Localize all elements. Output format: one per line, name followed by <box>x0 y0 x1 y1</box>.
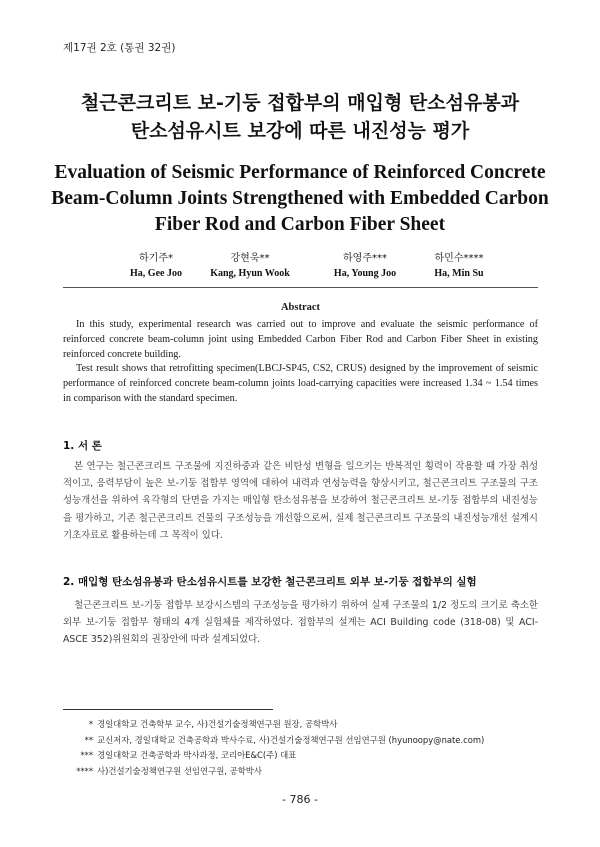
footnote-3-text: 경일대학교 건축공학과 박사과정, 코리아E&C(주) 대표 <box>97 750 297 761</box>
author-1-name-en: Ha, Gee Joo <box>130 268 182 279</box>
author-3-name-ko: 하영주*** <box>343 253 387 264</box>
footnote-1-mark: * <box>88 719 93 729</box>
author-4 <box>394 251 524 281</box>
abstract-heading: Abstract <box>280 302 321 313</box>
korean-title-line-2: 탄소섬유시트 보강에 따른 내진성능 평가 <box>130 120 470 142</box>
korean-title-line-1: 철근콘크리트 보-기둥 접합부의 매입형 탄소섬유봉과 <box>80 92 520 114</box>
english-title-line-3: Fiber Rod and Carbon Fiber Sheet <box>154 214 446 235</box>
footnote-2-mark: ** <box>84 734 93 745</box>
footnote-3 <box>63 748 543 764</box>
english-title-line-1: Evaluation of Seismic Performance of Reinforced Concrete <box>54 162 546 183</box>
author-4-name-ko: 하민수**** <box>434 253 484 264</box>
section-2-body: 철근콘크리트 보-기둥 접합부 보강시스템의 구조성능을 평가하기 위하여 실제 구조물의 1/2 정도의 크기로 축소한 외부 보-기둥 접합부 형태의 4개 실험체를 제작하였다. 접합부의 설계는 ACI Building code (318-08) 및 ACI-ASCE 352)위원회의 권장안에 따라 설계되었다. <box>63 600 538 646</box>
footnote-1 <box>63 717 543 733</box>
section-1-heading: 1. 서 론 <box>63 440 102 452</box>
footnote-2-text: 교신저자, 경일대학교 건축공학과 박사수료, 사)건설기술정책연구원 선임연구원 (hyunoopy@nate.com) <box>97 734 485 745</box>
footnote-4-text: 사)건설기술정책연구원 선임연구원, 공학박사 <box>97 765 262 776</box>
footnote-2 <box>63 733 543 749</box>
journal-volume: 제17권 2호 (통권 32권) <box>63 42 176 54</box>
abstract-paragraph-1: In this study, experimental research was carried out to improve and evaluate the seismic performance of reinforced concrete beam-column joint using Embedded Carbon Fiber Rod and Carbon Fiber Sheet in existing reinforced concrete building. <box>63 319 538 360</box>
footnote-divider <box>63 709 273 710</box>
footnote-4 <box>63 764 543 780</box>
header-divider <box>63 287 538 288</box>
author-4-name-en: Ha, Min Su <box>434 268 484 279</box>
author-2-name-en: Kang, Hyun Wook <box>210 268 290 279</box>
footnotes <box>63 717 543 779</box>
footnote-1-text: 경일대학교 건축학부 교수, 사)건설기술정책연구원 원장, 공학박사 <box>97 719 338 729</box>
footnote-3-mark: *** <box>80 750 93 761</box>
author-2-name-ko: 강현욱** <box>230 253 270 264</box>
abstract-paragraph-2: Test result shows that retrofitting specimen(LBCJ-SP45, CS2, CRUS) designed by the improvement of seismic performance of reinforced concrete beam-column joints load-carrying capacities were increased 1.34 ~ 1.54 times in comparison with the standard specimen. <box>63 363 538 404</box>
footnote-4-mark: **** <box>76 765 93 776</box>
page-number: - 786 - <box>282 793 318 806</box>
section-1-body: 본 연구는 철근콘크리트 구조물에 지진하중과 같은 비탄성 변형을 일으키는 반복적인 횡력이 작용할 때 가장 취성적이고, 응력부담이 높은 보-기둥 접합부 영역에 대하여 내력과 연성능력을 향상시키고, 철근콘크리트 구조물의 구조성능개선을 위하여 육각형의 단면을 가지는 매입형 탄소섬유봉을 보강하여 철근콘크리트 보-기둥 접합부의 내진성능을 평가하고, 기존 철근콘크리트 건물의 구조성능을 개선함으로써, 실제 철근콘크리트 구조물의 내진성능개선 설계시 기초자료로 활용하는데 그 목적이 있다. <box>63 461 538 541</box>
author-1-name-ko: 하기주* <box>139 253 173 264</box>
english-title-line-2: Beam-Column Joints Strengthened with Embedded Carbon <box>51 188 549 209</box>
section-2-heading: 2. 매입형 탄소섬유봉과 탄소섬유시트를 보강한 철근콘크리트 외부 보-기둥 접합부의 실험 <box>63 576 477 588</box>
author-3-name-en: Ha, Young Joo <box>333 268 397 279</box>
author-2 <box>185 251 315 281</box>
